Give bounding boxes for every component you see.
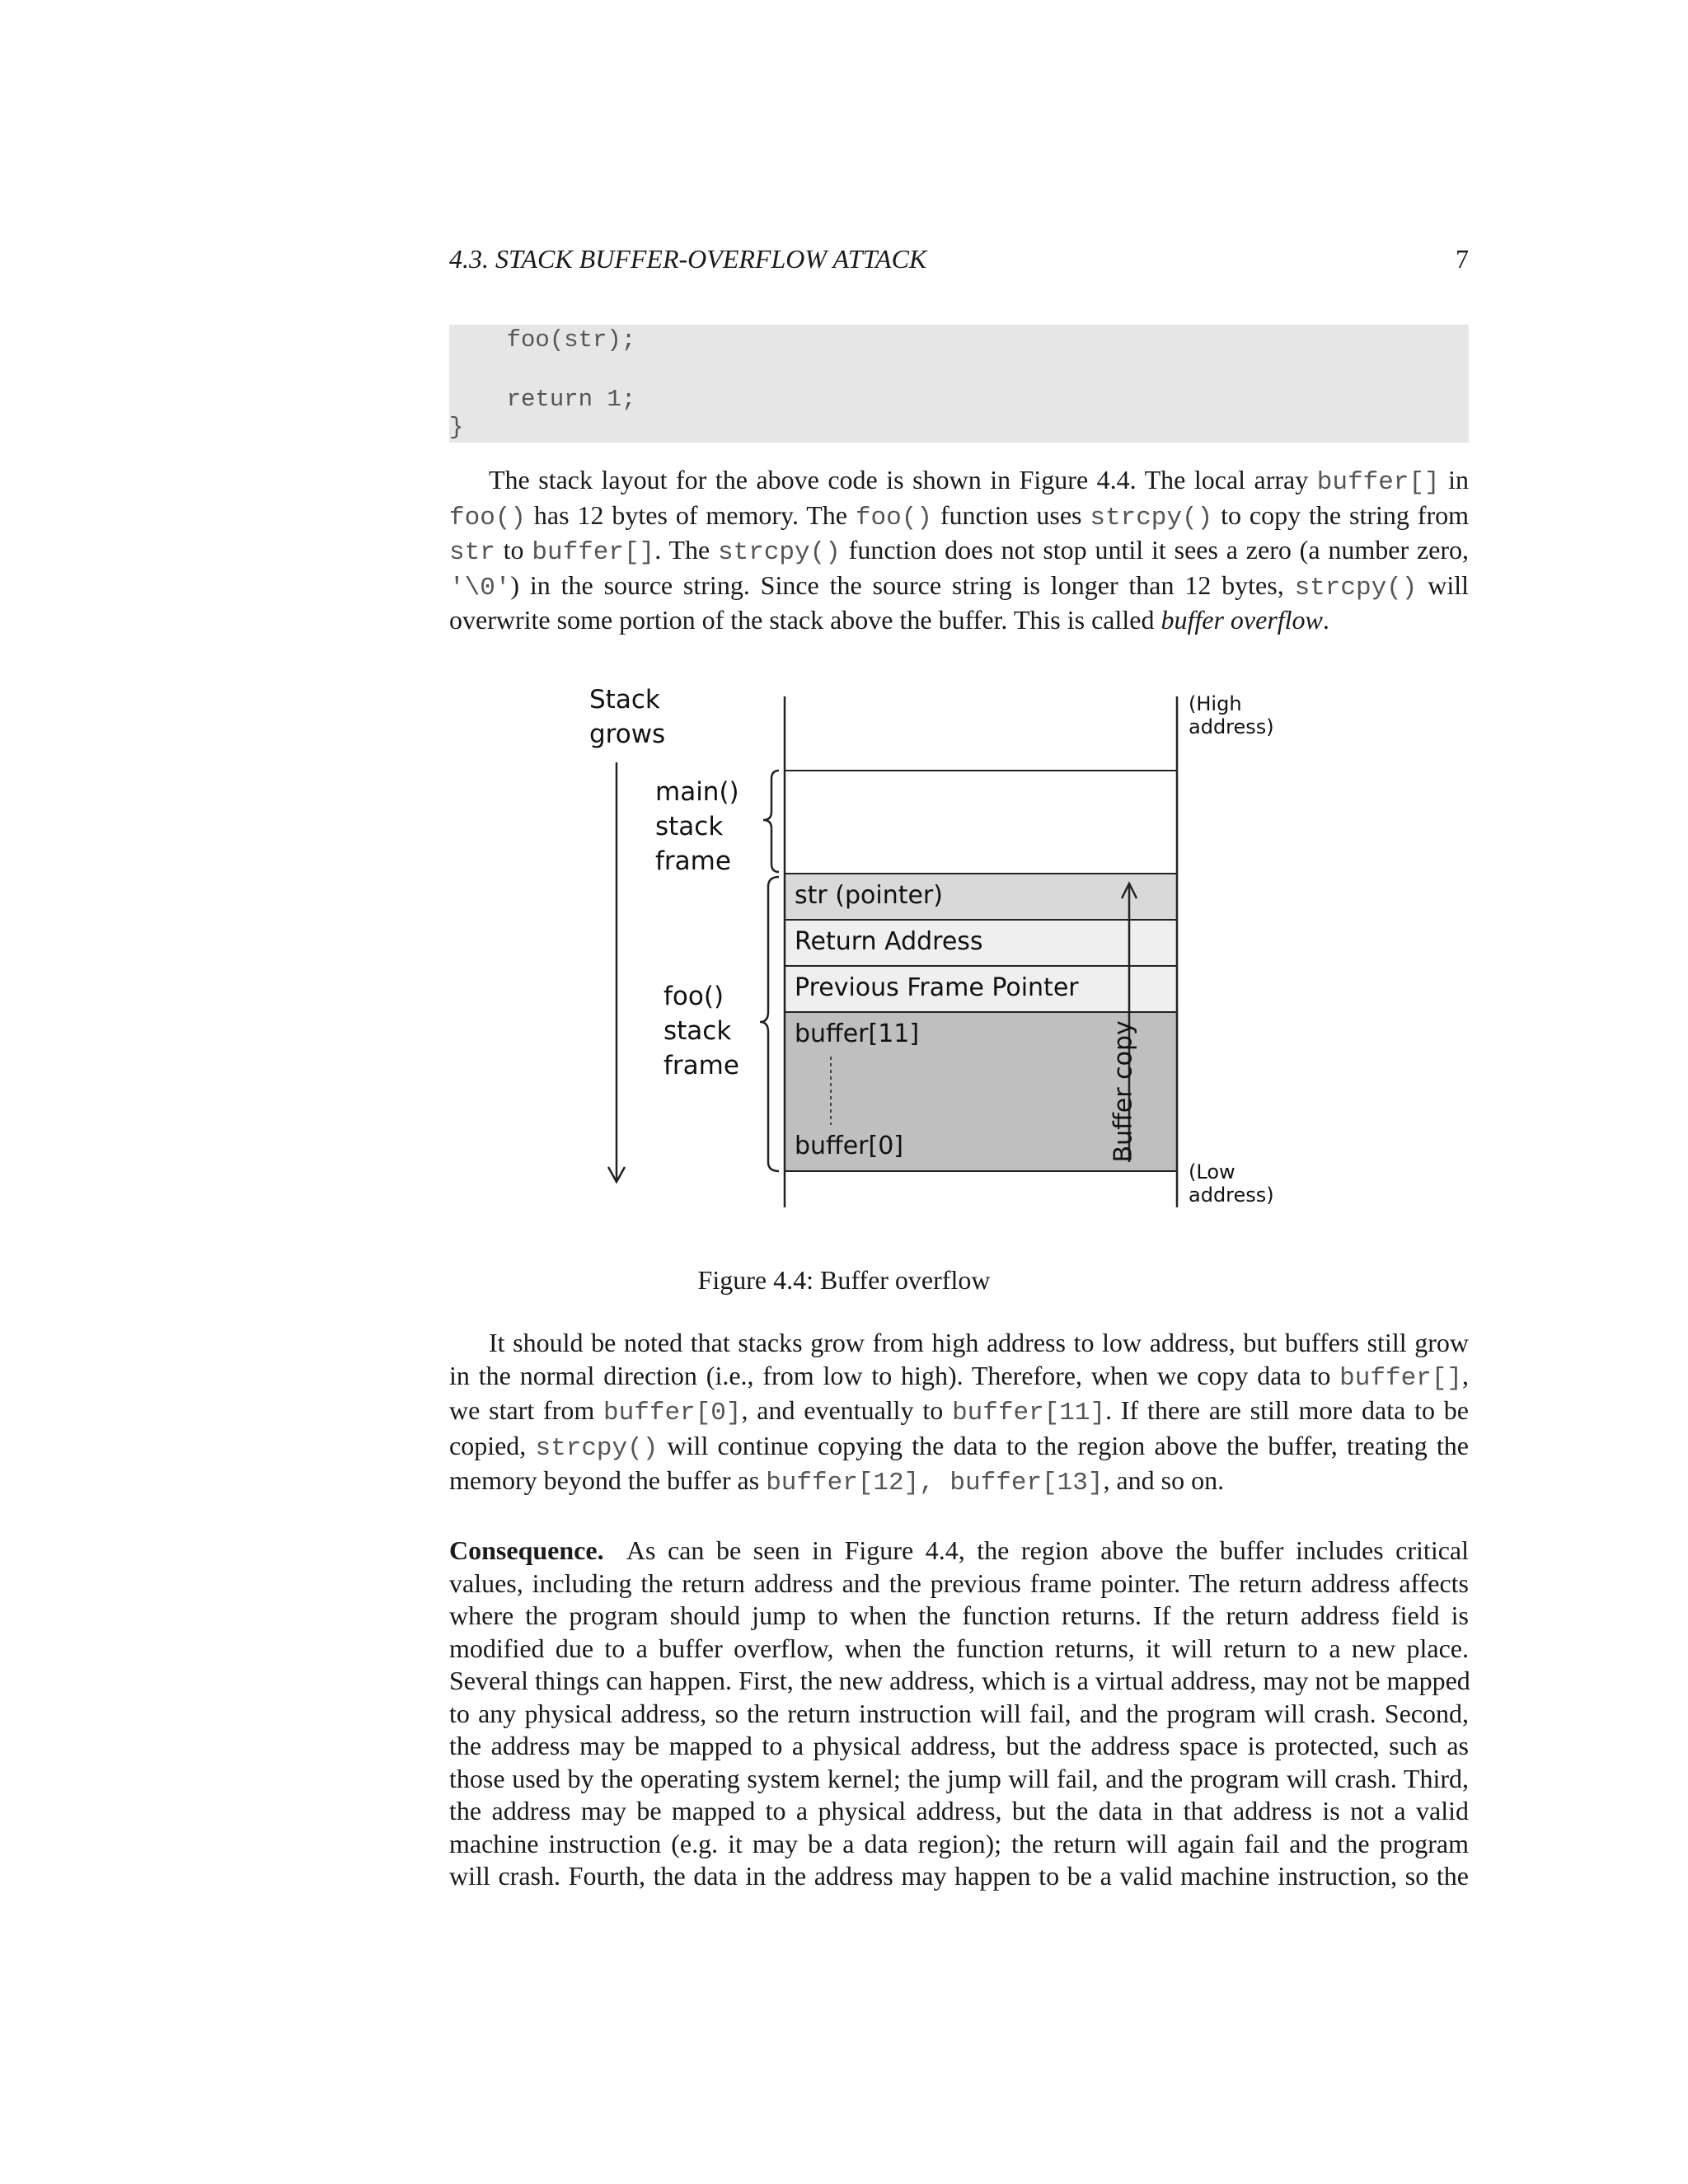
main-frame-brace bbox=[763, 771, 779, 872]
text-line bbox=[449, 1394, 1469, 1430]
label-line: Stack bbox=[589, 685, 660, 715]
text: function does not stop until it sees a zero (a number zero, bbox=[840, 535, 1470, 565]
text-line bbox=[449, 534, 1469, 569]
paragraph-heading: Consequence. bbox=[449, 1535, 604, 1565]
cell-return-address: Return Address bbox=[795, 927, 983, 956]
text: overwrite some portion of the stack above the buffer. This is called bbox=[449, 605, 1161, 635]
foo-frame-label bbox=[663, 979, 739, 1083]
high-address-label: (High address) bbox=[1189, 692, 1274, 738]
code-inline: strcpy() bbox=[718, 538, 841, 567]
text: memory beyond the buffer as bbox=[449, 1465, 767, 1495]
code-inline: '\0' bbox=[449, 573, 511, 602]
text-line bbox=[449, 1430, 1469, 1465]
text-line bbox=[449, 1535, 1469, 1568]
text: to bbox=[495, 535, 532, 565]
code-inline: strcpy() bbox=[535, 1433, 659, 1463]
text-line: will crash. Fourth, the data in the address may happen to be a valid machine instruction, so the bbox=[449, 1861, 1469, 1891]
text: The stack layout for the above code is shown in Figure 4.4. The local array bbox=[489, 465, 1317, 494]
text: will continue copying the data to the region above the buffer, treating the bbox=[658, 1430, 1470, 1460]
figure-stack-diagram bbox=[577, 676, 1319, 1220]
code-block bbox=[449, 325, 1469, 443]
text-line bbox=[449, 464, 1469, 499]
text: ) in the source string. Since the source string is longer than 12 bytes, bbox=[510, 569, 1295, 600]
text-line bbox=[449, 569, 1469, 605]
text: function uses bbox=[931, 499, 1090, 530]
text: , and so on. bbox=[1103, 1465, 1225, 1495]
code-line: } bbox=[449, 414, 464, 441]
cell-previous-frame-pointer: Previous Frame Pointer bbox=[795, 973, 1079, 1002]
text-line: to any physical address, so the return instruction will fail, and the program will crash. Second, bbox=[449, 1698, 1469, 1728]
foo-frame-brace bbox=[760, 877, 779, 1171]
label-line: grows bbox=[589, 719, 666, 749]
cell-str-pointer: str (pointer) bbox=[795, 881, 943, 910]
text-line: values, including the return address and the previous frame pointer. The return address affects bbox=[449, 1568, 1469, 1598]
text: , and eventually to bbox=[741, 1395, 953, 1425]
label-line: main() bbox=[655, 777, 739, 807]
text: . bbox=[1322, 605, 1329, 635]
text-line: machine instruction (e.g. it may be a data region); the return will again fail and the program bbox=[449, 1828, 1469, 1858]
text-line bbox=[449, 1360, 1469, 1395]
running-head: 4.3. STACK BUFFER-OVERFLOW ATTACK bbox=[449, 244, 927, 274]
figure-caption: Figure 4.4: Buffer overflow bbox=[697, 1265, 991, 1295]
paragraph-consequence bbox=[449, 1535, 1469, 1893]
text: has 12 bytes of memory. The bbox=[526, 499, 856, 530]
buffer-copy-label: Buffer copy bbox=[1109, 1020, 1138, 1163]
label-line: foo() bbox=[663, 982, 724, 1011]
paragraph-stack-layout bbox=[449, 464, 1469, 637]
label-line: frame bbox=[663, 1051, 739, 1080]
text: . If there are still more data to be bbox=[1105, 1395, 1470, 1425]
paragraph-stack-direction bbox=[449, 1327, 1469, 1500]
text-line: the address may be mapped to a physical address, but the data in that address is not a valid bbox=[449, 1796, 1469, 1825]
text: will bbox=[1417, 569, 1470, 600]
text: , bbox=[1462, 1360, 1469, 1390]
code-inline: buffer[] bbox=[1316, 468, 1440, 497]
code-inline: strcpy() bbox=[1090, 503, 1213, 532]
code-inline: buffer[] bbox=[532, 538, 655, 567]
code-inline: foo() bbox=[449, 503, 527, 532]
code-inline: buffer[0] bbox=[603, 1399, 742, 1427]
text: we start from bbox=[449, 1395, 604, 1425]
text-line: where the program should jump to when the function returns. If the return address field is bbox=[449, 1601, 1469, 1630]
cell-buffer-11: buffer[11] bbox=[795, 1019, 920, 1048]
text: in bbox=[1439, 465, 1470, 494]
text-line: Several things can happen. First, the new address, which is a virtual address, may not be mapped bbox=[449, 1666, 1470, 1695]
text-line: modified due to a buffer overflow, when the function returns, it will return to a new place. bbox=[449, 1633, 1469, 1663]
code-inline: foo() bbox=[855, 503, 932, 532]
code-line: return 1; bbox=[449, 386, 636, 413]
text-line: It should be noted that stacks grow from high address to low address, but buffers still grow bbox=[489, 1328, 1469, 1357]
label-line: frame bbox=[655, 846, 731, 876]
emphasis: buffer overflow bbox=[1160, 605, 1323, 635]
text: . The bbox=[654, 535, 719, 565]
code-inline: buffer[12], buffer[13] bbox=[766, 1469, 1104, 1497]
text-line bbox=[449, 1465, 1469, 1500]
text: copied, bbox=[449, 1430, 536, 1460]
low-address-label: (Low address) bbox=[1189, 1160, 1274, 1207]
text-line: the address may be mapped to a physical address, but the address space is protected, such as bbox=[449, 1731, 1469, 1760]
text-line bbox=[449, 499, 1469, 535]
label-line: stack bbox=[655, 812, 724, 841]
code-inline: strcpy() bbox=[1294, 573, 1418, 602]
text: As can be seen in Figure 4.4, the region above the buffer includes critical bbox=[603, 1535, 1469, 1565]
cell-buffer-0: buffer[0] bbox=[795, 1132, 904, 1160]
main-frame-label bbox=[655, 775, 739, 879]
text: to copy the string from bbox=[1212, 499, 1470, 530]
code-line: foo(str); bbox=[449, 326, 636, 354]
code-inline: str bbox=[449, 538, 495, 567]
code-inline: buffer[11] bbox=[952, 1399, 1106, 1427]
page-number: 7 bbox=[1456, 244, 1469, 274]
text-line: those used by the operating system kernel; the jump will fail, and the program will crash. Third, bbox=[449, 1763, 1469, 1793]
code-inline: buffer[] bbox=[1339, 1363, 1462, 1393]
text: in the normal direction (i.e., from low to high). Therefore, when we copy data to bbox=[449, 1360, 1340, 1390]
text-line bbox=[449, 604, 1469, 637]
label-line: stack bbox=[663, 1016, 732, 1046]
